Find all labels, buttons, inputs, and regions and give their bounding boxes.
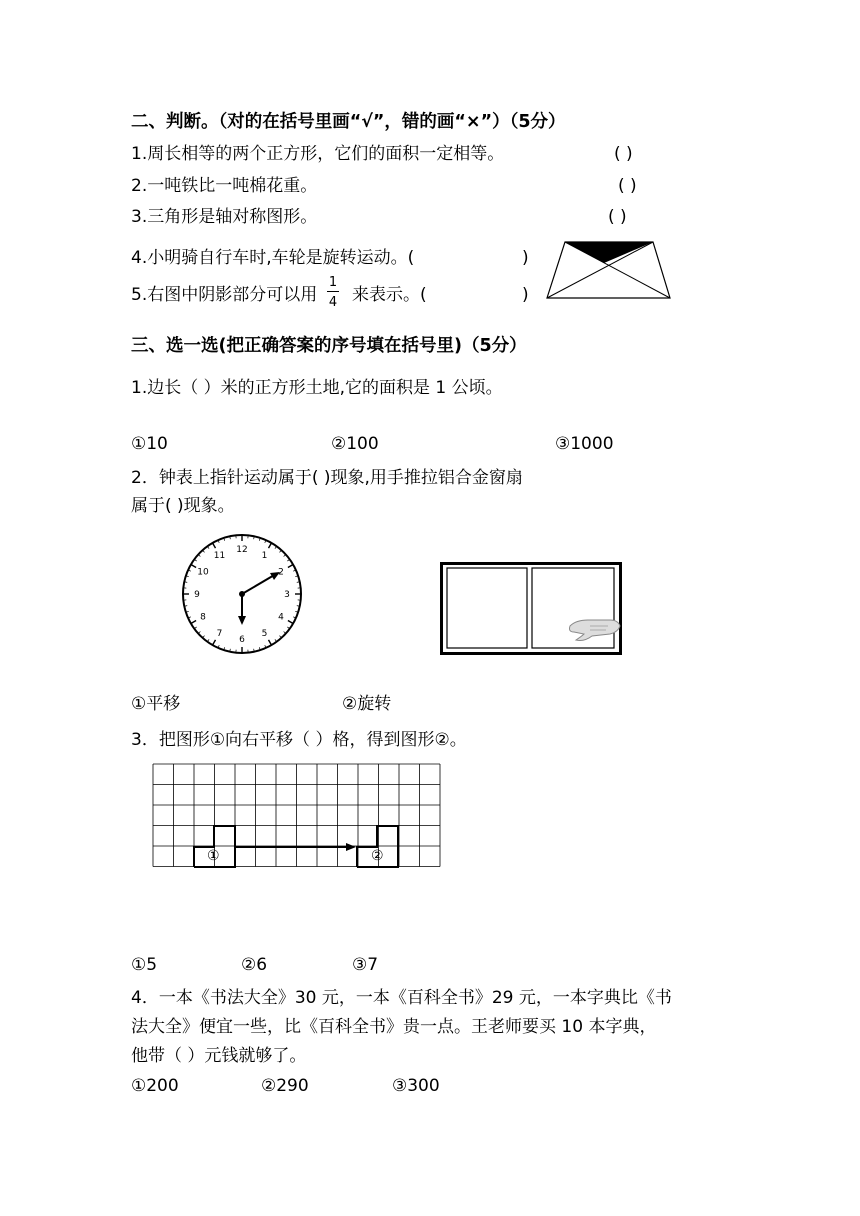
q2-line-2: 属于( )现象。 bbox=[131, 496, 235, 516]
answer-bracket-2[interactable]: ( ) bbox=[618, 176, 637, 196]
q4-option-1[interactable]: ①200 bbox=[131, 1076, 179, 1096]
fraction-denominator: 4 bbox=[328, 295, 338, 310]
clock-number: 2 bbox=[278, 567, 284, 578]
clock-number: 8 bbox=[200, 612, 206, 623]
answer-bracket-5[interactable]: ) bbox=[522, 285, 529, 305]
q4-line-1: 4．一本《书法大全》30 元，一本《百科全书》29 元，一本字典比《书 bbox=[131, 988, 672, 1008]
judge-item-5: 5.右图中阴影部分可以用 bbox=[131, 285, 318, 305]
q4-line-2: 法大全》便宜一些，比《百科全书》贵一点。王老师要买 10 本字典， bbox=[131, 1017, 657, 1037]
judge-item-1: 1.周长相等的两个正方形，它们的面积一定相等。 bbox=[131, 144, 505, 164]
q4-line-3: 他带（ ）元钱就够了。 bbox=[131, 1046, 307, 1066]
clock-number: 11 bbox=[213, 551, 226, 562]
clock-number: 12 bbox=[236, 545, 248, 555]
clock-number: 6 bbox=[239, 635, 245, 645]
answer-bracket-3[interactable]: ( ) bbox=[608, 207, 627, 227]
clock-number: 1 bbox=[261, 551, 268, 562]
judge-item-4: 4.小明骑自行车时,车轮是旋转运动。( bbox=[131, 248, 415, 268]
answer-bracket-4[interactable]: ) bbox=[522, 248, 529, 268]
q3-option-2[interactable]: ②6 bbox=[241, 955, 268, 975]
q1-option-2[interactable]: ②100 bbox=[331, 434, 379, 454]
section3-heading: 三、选一选(把正确答案的序号填在括号里)（5分） bbox=[131, 336, 527, 356]
shape-label-1: ① bbox=[207, 848, 220, 864]
q2-option-2[interactable]: ②旋转 bbox=[342, 694, 392, 714]
answer-bracket-1[interactable]: ( ) bbox=[614, 144, 633, 164]
judge-item-2: 2.一吨铁比一吨棉花重。 bbox=[131, 176, 318, 196]
q1-text: 1.边长（ ）米的正方形土地,它的面积是 1 公顷。 bbox=[131, 378, 503, 398]
clock-number: 3 bbox=[284, 590, 290, 600]
q2-line-1: 2．钟表上指针运动属于( )现象,用手推拉铝合金窗扇 bbox=[131, 468, 523, 488]
q3-option-1[interactable]: ①5 bbox=[131, 955, 158, 975]
clock-number: 5 bbox=[261, 628, 268, 639]
clock-number: 9 bbox=[194, 590, 200, 600]
q4-option-3[interactable]: ③300 bbox=[392, 1076, 440, 1096]
q2-option-1[interactable]: ①平移 bbox=[131, 694, 181, 714]
q3-text: 3．把图形①向右平移（ ）格，得到图形②。 bbox=[131, 730, 467, 750]
section2-heading: 二、判断。（对的在括号里画“√”，错的画“×”）（5分） bbox=[131, 112, 566, 132]
judge-item-3: 3.三角形是轴对称图形。 bbox=[131, 207, 318, 227]
clock-figure bbox=[180, 532, 304, 656]
trapezoid-figure bbox=[545, 240, 675, 302]
fraction-bar bbox=[327, 291, 339, 292]
clock-number: 10 bbox=[197, 567, 209, 578]
shape-label-2: ② bbox=[371, 848, 384, 864]
q1-option-3[interactable]: ③1000 bbox=[555, 434, 614, 454]
q4-option-2[interactable]: ②290 bbox=[261, 1076, 309, 1096]
clock-number: 7 bbox=[216, 628, 223, 639]
q3-option-3[interactable]: ③7 bbox=[352, 955, 379, 975]
q1-option-1[interactable]: ①10 bbox=[131, 434, 168, 454]
fraction-numerator: 1 bbox=[328, 275, 338, 290]
sliding-window-figure bbox=[440, 562, 624, 656]
translation-grid bbox=[152, 757, 442, 869]
judge-item-5-tail: 来表示。( bbox=[352, 285, 427, 305]
clock-number: 4 bbox=[278, 612, 284, 623]
